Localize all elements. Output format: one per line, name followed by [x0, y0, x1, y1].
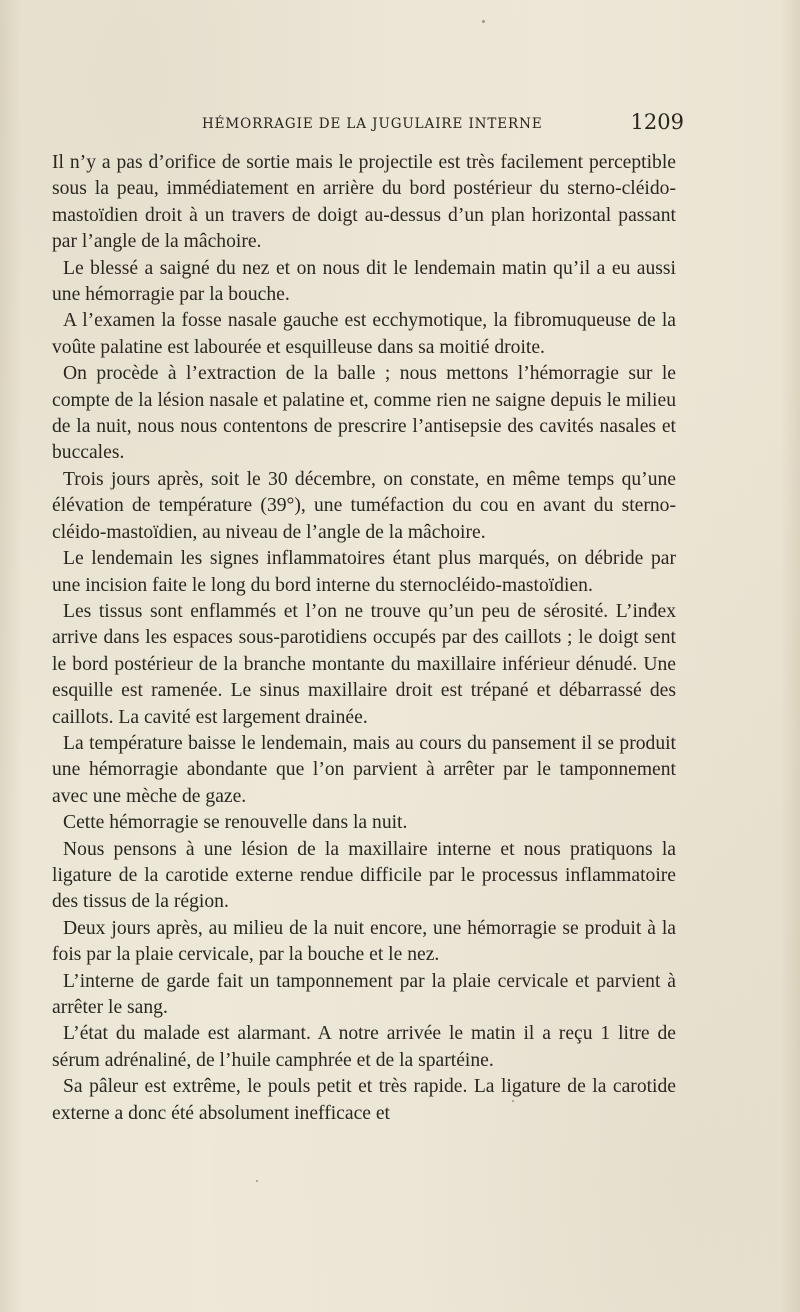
paragraph: Le blessé a saigné du nez et on nous dit le lendemain matin qu’il a eu aussi une hémorragie par la bouche. — [52, 257, 676, 306]
page-number: 1209 — [630, 110, 684, 134]
running-head — [52, 110, 684, 142]
scan-speck — [482, 20, 485, 23]
paragraph: Sa pâleur est extrême, le pouls petit et très rapide. La ligature de la carotide externe a donc été absolument inefficace et — [52, 1076, 676, 1124]
paragraph: L’état du malade est alarmant. A notre arrivée le matin il a reçu 1 litre de sérum adrénaliné, de l’huile camphrée et de la spartéine. — [52, 1023, 676, 1071]
paragraph: La température baisse le lendemain, mais au cours du pansement il se produit une hémorragie abondante que l’on parvient à arrêter par le tamponnement avec une mèche de gaze. — [52, 732, 676, 807]
running-title: HÉMORRAGIE DE LA JUGULAIRE INTERNE — [202, 116, 543, 132]
paragraph: Deux jours après, au milieu de la nuit encore, une hémorragie se produit à la fois par la plaie cervicale, par la bouche et le nez. — [52, 917, 676, 966]
paragraph: Il n’y a pas d’orifice de sortie mais le projectile est très facilement perceptible sous la peau, immédiatement en arrière du bord postérieur du sterno-cléido-mastoïdien droit à un travers de doigt au-dessus d’un plan horizontal passant par l’angle de la mâchoire. — [52, 152, 676, 253]
paragraph: Trois jours après, soit le 30 décembre, on constate, en même temps qu’une élévation de température (39°), une tuméfaction du cou en avant du sterno-cléido-mastoïdien, au niveau de l’angle de la mâchoire. — [52, 468, 676, 543]
scan-speck — [652, 604, 657, 607]
paragraph: Les tissus sont enflammés et l’on ne trouve qu’un peu de sérosité. L’index arrive dans les espaces sous-parotidiens occupés par des caillots ; le doigt sent le bord postérieur de la branche montante du maxillaire inférieur dénudé. Une esquille est ramenée. Le sinus maxillaire droit est trépané et débarrassé des caillots. La cavité est largement drainée. — [52, 600, 676, 728]
scan-speck — [256, 1180, 258, 1182]
paragraph: Cette hémorragie se renouvelle dans la nuit. — [63, 812, 408, 834]
paragraph: A l’examen la fosse nasale gauche est ecchymotique, la fibromuqueuse de la voûte palatine est labourée et esquilleuse dans sa moitié droite. — [52, 310, 676, 358]
paragraph: L’interne de garde fait un tamponnement par la plaie cervicale et parvient à arrêter le sang. — [52, 970, 676, 1018]
body-text — [52, 150, 676, 1127]
paragraph: On procède à l’extraction de la balle ; nous mettons l’hémorragie sur le compte de la lésion nasale et palatine et, comme rien ne saigne depuis le milieu de la nuit, nous nous contentons de prescrire l’antisepsie des cavités nasales et buccales. — [52, 363, 676, 464]
paragraph: Le lendemain les signes inflammatoires étant plus marqués, on débride par une incision faite le long du bord interne du sternocléido-mastoïdien. — [52, 548, 676, 596]
paragraph: Nous pensons à une lésion de la maxillaire interne et nous pratiquons la ligature de la carotide externe rendue difficile par le processus inflammatoire des tissus de la région. — [52, 838, 676, 913]
scan-speck — [512, 1100, 514, 1102]
